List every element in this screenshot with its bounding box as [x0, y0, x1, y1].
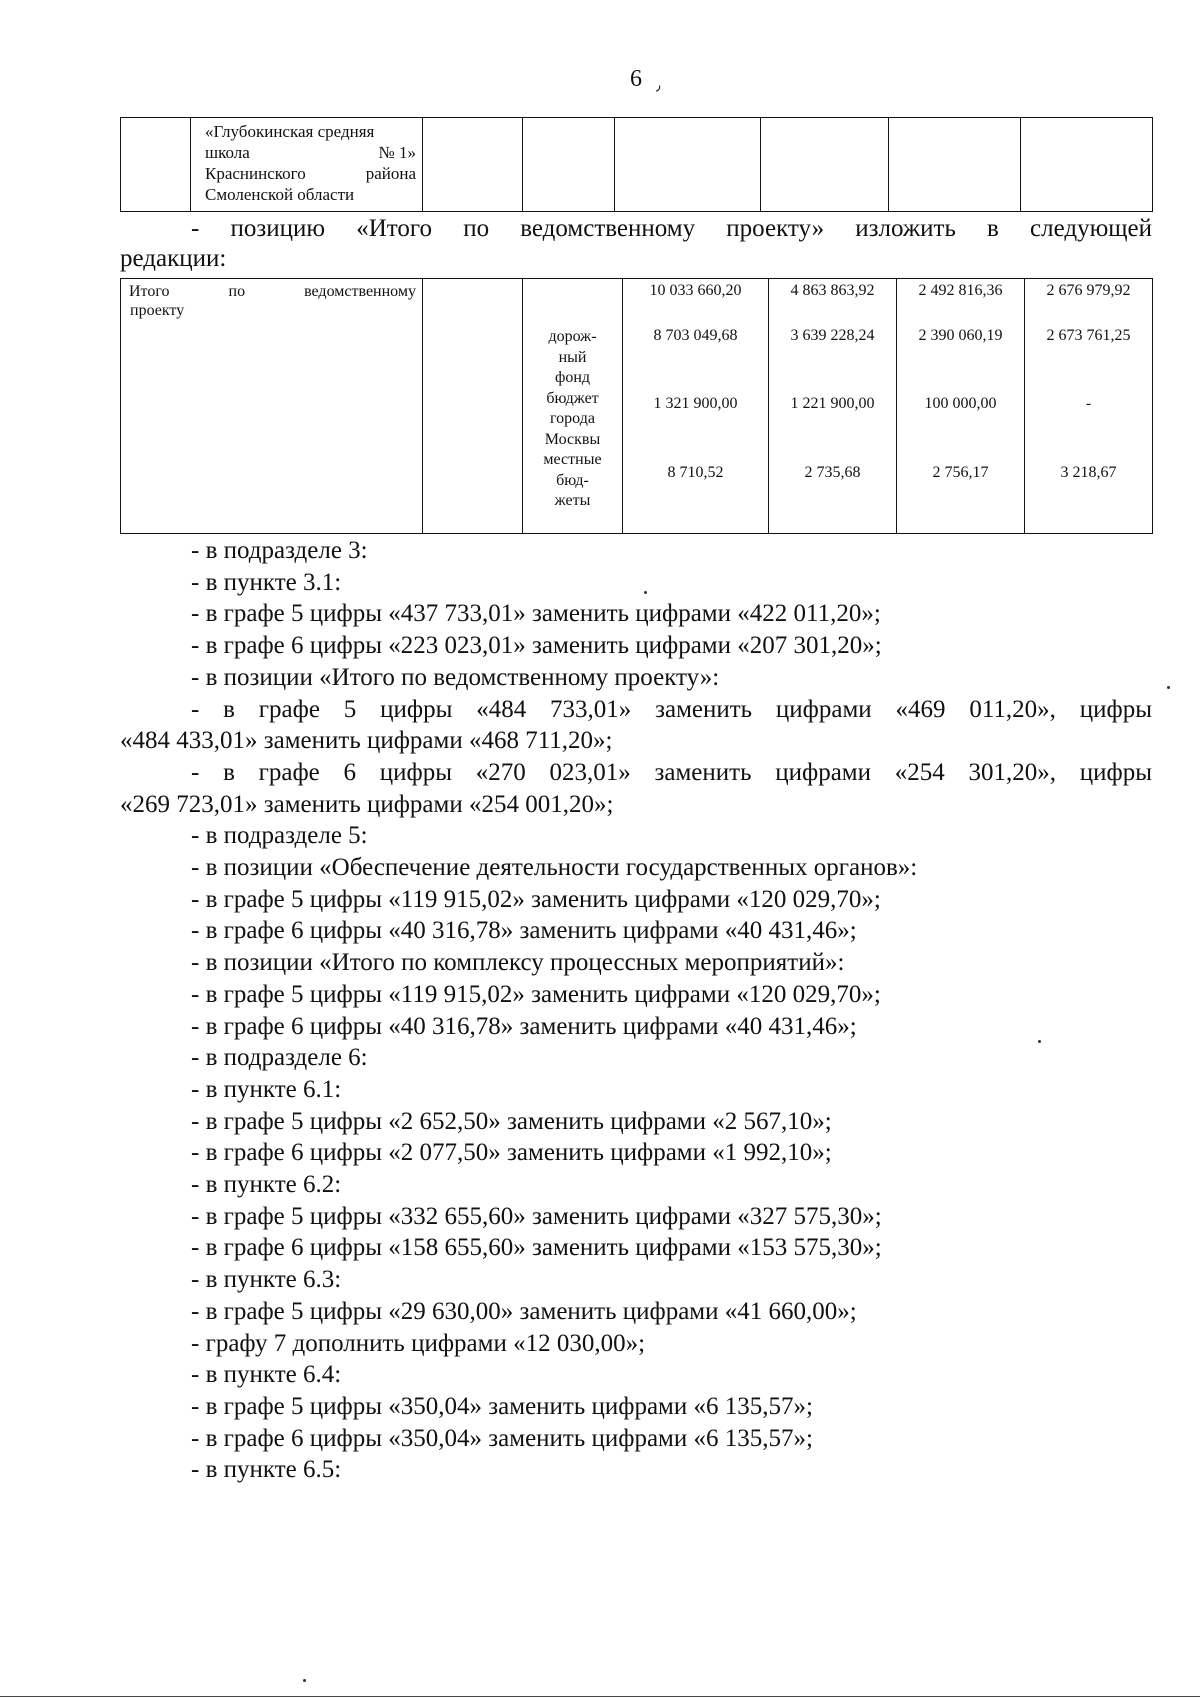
source-line: Москвы: [544, 430, 601, 448]
scan-dot: [303, 1679, 306, 1682]
value-road-fund: 3 639 228,24: [790, 327, 875, 344]
table-school-row: [120, 117, 1153, 212]
table-cell: [889, 118, 1021, 212]
value-local-budgets: 2 735,68: [804, 464, 861, 481]
body-line: - в подразделе 5:: [191, 822, 368, 850]
table-cell-values: [1025, 279, 1153, 534]
value-total: 4 863 863,92: [790, 282, 875, 299]
body-line: - в графе 6 цифры «350,04» заменить цифрами «6 135,57»;: [191, 1424, 813, 1452]
value-road-fund: 2 673 761,25: [1046, 327, 1131, 344]
body-line: - в позиции «Итого по ведомственному проекту»:: [191, 663, 720, 691]
body-line: - в подразделе 6:: [191, 1044, 368, 1072]
scan-dot: [1038, 1040, 1041, 1043]
scan-edge-line: [0, 1696, 1200, 1697]
table-cell-index: [121, 118, 191, 212]
body-line: - в пункте 6.5:: [191, 1456, 342, 1484]
scan-dot: [1167, 686, 1170, 689]
value-local-budgets: 8 710,52: [667, 464, 724, 481]
value-local-budgets: 3 218,67: [1060, 464, 1117, 481]
table-row: [121, 118, 1153, 212]
body-line: - в графе 5 цифры «119 915,02» заменить цифрами «120 029,70»;: [191, 885, 881, 913]
school-line: «Глубокинская средняя: [205, 122, 375, 141]
body-line: - в графе 6 цифры «270 023,01» заменить цифрами «254 301,20», цифры: [191, 758, 1152, 786]
table-cell-values: [769, 279, 897, 534]
total-label-cont: проекту: [130, 302, 185, 319]
table-totals: [120, 278, 1153, 534]
source-line: бюджет: [546, 389, 599, 407]
body-line: - в графе 5 цифры «437 733,01» заменить цифрами «422 011,20»;: [191, 600, 881, 628]
value-local-budgets: 2 756,17: [932, 464, 989, 481]
body-line: - графу 7 дополнить цифрами «12 030,00»;: [191, 1329, 646, 1357]
body-line: - в подразделе 3:: [191, 537, 368, 564]
value-moscow-budget: 100 000,00: [924, 395, 997, 412]
school-line: района: [365, 164, 416, 183]
value-road-fund: 2 390 060,19: [918, 327, 1003, 344]
body-line: - в пункте 6.2:: [191, 1171, 342, 1199]
scan-mark: ٫: [656, 79, 661, 94]
source-line: дорож-: [548, 328, 597, 345]
source-line: местные: [543, 451, 602, 468]
table-cell: [423, 118, 523, 212]
source-line: фонд: [554, 369, 591, 386]
body-line: - в графе 5 цифры «29 630,00» заменить цифрами «41 660,00»;: [191, 1297, 857, 1325]
body-line: - в графе 5 цифры «2 652,50» заменить цифрами «2 567,10»;: [191, 1107, 832, 1135]
value-road-fund: 8 703 049,68: [653, 327, 738, 344]
value-moscow-budget: -: [1085, 395, 1092, 412]
value-total: 2 676 979,92: [1046, 282, 1131, 299]
body-line: - в пункте 6.4:: [191, 1361, 342, 1389]
table-cell: [423, 279, 523, 534]
body-line: - в пункте 6.3:: [191, 1266, 342, 1294]
table-cell-values: [623, 279, 769, 534]
school-line: школа: [205, 143, 250, 162]
source-line: жеты: [554, 492, 591, 509]
table-cell-school: [191, 118, 423, 212]
school-line: Краснинского: [205, 164, 306, 183]
school-line: № 1»: [378, 143, 416, 162]
scan-dot: [644, 591, 647, 594]
body-line: «269 723,01» заменить цифрами «254 001,20»;: [120, 790, 614, 818]
body-line: - в графе 6 цифры «223 023,01» заменить цифрами «207 301,20»;: [191, 632, 882, 660]
source-line: бюд-: [556, 471, 589, 489]
body-line: - в пункте 6.1:: [191, 1075, 342, 1103]
total-label: Итого по ведомственному: [129, 283, 416, 300]
table-row: [121, 279, 1153, 534]
value-total: 2 492 816,36: [918, 282, 1003, 299]
school-line: Смоленской области: [205, 185, 355, 204]
intro-text-cont: редакции:: [120, 245, 227, 272]
body-line: «484 433,01» заменить цифрами «468 711,20»;: [120, 727, 613, 755]
body-line: - в графе 6 цифры «158 655,60» заменить цифрами «153 575,30»;: [191, 1234, 882, 1262]
value-total: 10 033 660,20: [649, 282, 742, 299]
table-cell: [1021, 118, 1153, 212]
table-cell-values: [897, 279, 1025, 534]
table-cell: [615, 118, 761, 212]
body-line: - в графе 5 цифры «350,04» заменить цифрами «6 135,57»;: [191, 1392, 813, 1420]
value-moscow-budget: 1 221 900,00: [790, 395, 875, 412]
table-cell: [523, 118, 615, 212]
body-line: - в графе 6 цифры «40 316,78» заменить цифрами «40 431,46»;: [191, 1012, 857, 1040]
body-line: - в графе 5 цифры «484 733,01» заменить цифрами «469 011,20», цифры: [191, 695, 1152, 723]
table-cell-sources: [523, 279, 623, 534]
body-line: - в графе 6 цифры «2 077,50» заменить цифрами «1 992,10»;: [191, 1139, 832, 1167]
page-number: 6: [630, 66, 642, 92]
body-line: - в графе 6 цифры «40 316,78» заменить цифрами «40 431,46»;: [191, 917, 857, 945]
body-line: - в графе 5 цифры «332 655,60» заменить цифрами «327 575,30»;: [191, 1202, 882, 1230]
body-line: - в позиции «Итого по комплексу процессных мероприятий»:: [191, 949, 845, 977]
source-line: ный: [558, 348, 587, 366]
body-line: - в пункте 3.1:: [191, 568, 342, 596]
value-moscow-budget: 1 321 900,00: [653, 395, 738, 412]
table-cell: [761, 118, 889, 212]
source-line: города: [550, 410, 595, 427]
body-text: [120, 535, 1152, 1486]
body-line: - в графе 5 цифры «119 915,02» заменить цифрами «120 029,70»;: [191, 980, 881, 1008]
body-line: - в позиции «Обеспечение деятельности государственных органов»:: [191, 854, 918, 882]
intro-text: - позицию «Итого по ведомственному проекту» изложить в следующей: [191, 215, 1152, 242]
